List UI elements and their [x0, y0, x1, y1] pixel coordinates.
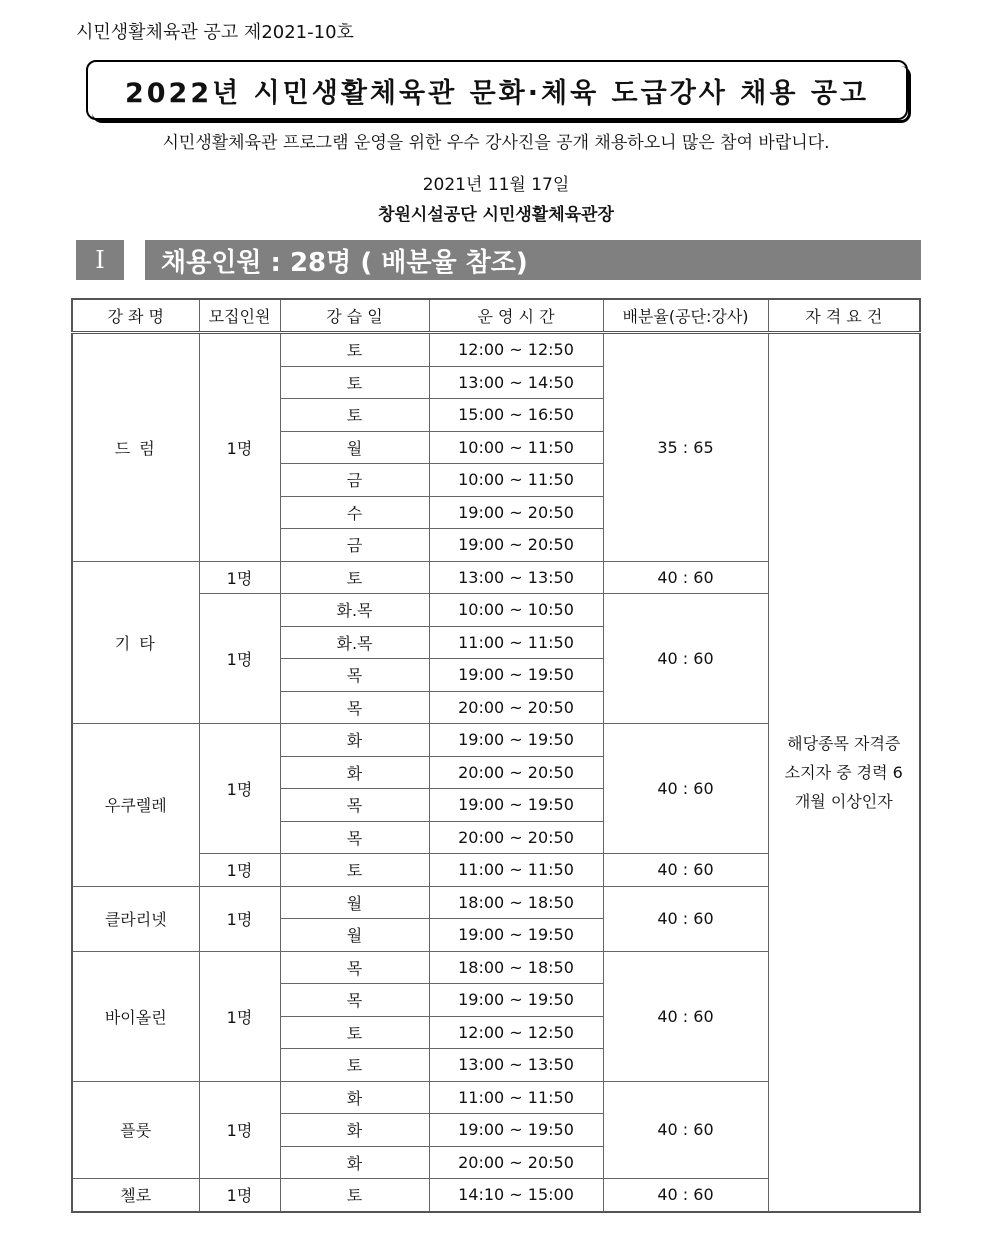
header-day: 강 습 일 — [280, 299, 429, 333]
class-day: 토 — [280, 1179, 429, 1212]
class-time: 18:00 ~ 18:50 — [429, 951, 603, 984]
class-time: 10:00 ~ 11:50 — [429, 464, 603, 497]
table-header-row — [72, 299, 920, 333]
recruit-count: 1명 — [199, 951, 280, 1081]
recruit-count: 1명 — [199, 886, 280, 951]
class-day: 목 — [280, 789, 429, 822]
section-number: Ⅰ — [76, 240, 124, 280]
section-title: 채용인원 : 28명 ( 배분율 참조) — [145, 240, 921, 280]
share-ratio: 40 : 60 — [603, 886, 768, 951]
recruit-count: 1명 — [199, 561, 280, 594]
class-day: 금 — [280, 464, 429, 497]
class-time: 19:00 ~ 19:50 — [429, 724, 603, 757]
class-time: 13:00 ~ 14:50 — [429, 366, 603, 399]
header-lecture: 강 좌 명 — [72, 299, 199, 333]
class-day: 화 — [280, 1081, 429, 1114]
recruit-count: 1명 — [199, 333, 280, 562]
class-day: 토 — [280, 854, 429, 887]
qualification: 해당종목 자격증 소지자 중 경력 6개월 이상인자 — [768, 333, 920, 1212]
class-time: 11:00 ~ 11:50 — [429, 626, 603, 659]
class-time: 19:00 ~ 20:50 — [429, 529, 603, 562]
lecture-name: 클라리넷 — [72, 886, 199, 951]
class-day: 목 — [280, 659, 429, 692]
share-ratio: 40 : 60 — [603, 724, 768, 854]
class-time: 11:00 ~ 11:50 — [429, 854, 603, 887]
class-time: 19:00 ~ 20:50 — [429, 496, 603, 529]
class-day: 월 — [280, 919, 429, 952]
share-ratio: 40 : 60 — [603, 951, 768, 1081]
class-time: 19:00 ~ 19:50 — [429, 659, 603, 692]
share-ratio: 40 : 60 — [603, 561, 768, 594]
class-time: 19:00 ~ 19:50 — [429, 919, 603, 952]
class-day: 토 — [280, 561, 429, 594]
class-time: 10:00 ~ 10:50 — [429, 594, 603, 627]
class-time: 20:00 ~ 20:50 — [429, 756, 603, 789]
lecture-name: 바이올린 — [72, 951, 199, 1081]
notice-date: 2021년 11월 17일 — [422, 175, 570, 195]
class-time: 19:00 ~ 19:50 — [429, 789, 603, 822]
class-day: 목 — [280, 691, 429, 724]
recruit-count: 1명 — [199, 724, 280, 854]
notice-number: 시민생활체육관 공고 제2021-10호 — [76, 22, 354, 43]
lecture-name: 드 럼 — [72, 333, 199, 562]
share-ratio: 40 : 60 — [603, 854, 768, 887]
issuer: 창원시설공단 시민생활체육관장 — [378, 205, 614, 225]
lecture-name: 우쿠렐레 — [72, 724, 199, 887]
lecture-name: 플룻 — [72, 1081, 199, 1179]
lecture-name: 첼로 — [72, 1179, 199, 1212]
class-time: 18:00 ~ 18:50 — [429, 886, 603, 919]
recruit-count: 1명 — [199, 1179, 280, 1212]
header-time: 운 영 시 간 — [429, 299, 603, 333]
class-time: 12:00 ~ 12:50 — [429, 1016, 603, 1049]
class-day: 화.목 — [280, 626, 429, 659]
class-day: 화 — [280, 1146, 429, 1179]
recruit-count: 1명 — [199, 854, 280, 887]
class-day: 토 — [280, 333, 429, 367]
class-day: 화.목 — [280, 594, 429, 627]
class-day: 목 — [280, 951, 429, 984]
class-time: 12:00 ~ 12:50 — [429, 333, 603, 367]
class-time: 10:00 ~ 11:50 — [429, 431, 603, 464]
class-day: 월 — [280, 431, 429, 464]
class-day: 토 — [280, 399, 429, 432]
class-day: 화 — [280, 724, 429, 757]
intro-text: 시민생활체육관 프로그램 운영을 위한 우수 강사진을 공개 채용하오니 많은 참여 바랍니다. — [162, 133, 830, 153]
class-day: 토 — [280, 366, 429, 399]
share-ratio: 40 : 60 — [603, 594, 768, 724]
class-time: 20:00 ~ 20:50 — [429, 821, 603, 854]
class-time: 20:00 ~ 20:50 — [429, 1146, 603, 1179]
header-ratio: 배분율(공단:강사) — [603, 299, 768, 333]
class-day: 화 — [280, 1114, 429, 1147]
class-day: 목 — [280, 984, 429, 1017]
class-day: 토 — [280, 1016, 429, 1049]
class-time: 20:00 ~ 20:50 — [429, 691, 603, 724]
class-day: 수 — [280, 496, 429, 529]
table-row — [72, 333, 920, 367]
class-day: 목 — [280, 821, 429, 854]
class-time: 15:00 ~ 16:50 — [429, 399, 603, 432]
recruit-count: 1명 — [199, 594, 280, 724]
class-time: 19:00 ~ 19:50 — [429, 984, 603, 1017]
header-qualification: 자 격 요 건 — [768, 299, 920, 333]
class-time: 19:00 ~ 19:50 — [429, 1114, 603, 1147]
recruit-count: 1명 — [199, 1081, 280, 1179]
class-time: 13:00 ~ 13:50 — [429, 561, 603, 594]
schedule-table — [71, 298, 921, 1213]
class-day: 월 — [280, 886, 429, 919]
class-day: 화 — [280, 756, 429, 789]
class-time: 11:00 ~ 11:50 — [429, 1081, 603, 1114]
header-count: 모집인원 — [199, 299, 280, 333]
share-ratio: 40 : 60 — [603, 1081, 768, 1179]
document-title: 2022년 시민생활체육관 문화·체육 도급강사 채용 공고 — [86, 60, 908, 120]
class-day: 토 — [280, 1049, 429, 1082]
class-time: 14:10 ~ 15:00 — [429, 1179, 603, 1212]
lecture-name: 기 타 — [72, 561, 199, 724]
class-time: 13:00 ~ 13:50 — [429, 1049, 603, 1082]
share-ratio: 35 : 65 — [603, 333, 768, 562]
share-ratio: 40 : 60 — [603, 1179, 768, 1212]
class-day: 금 — [280, 529, 429, 562]
